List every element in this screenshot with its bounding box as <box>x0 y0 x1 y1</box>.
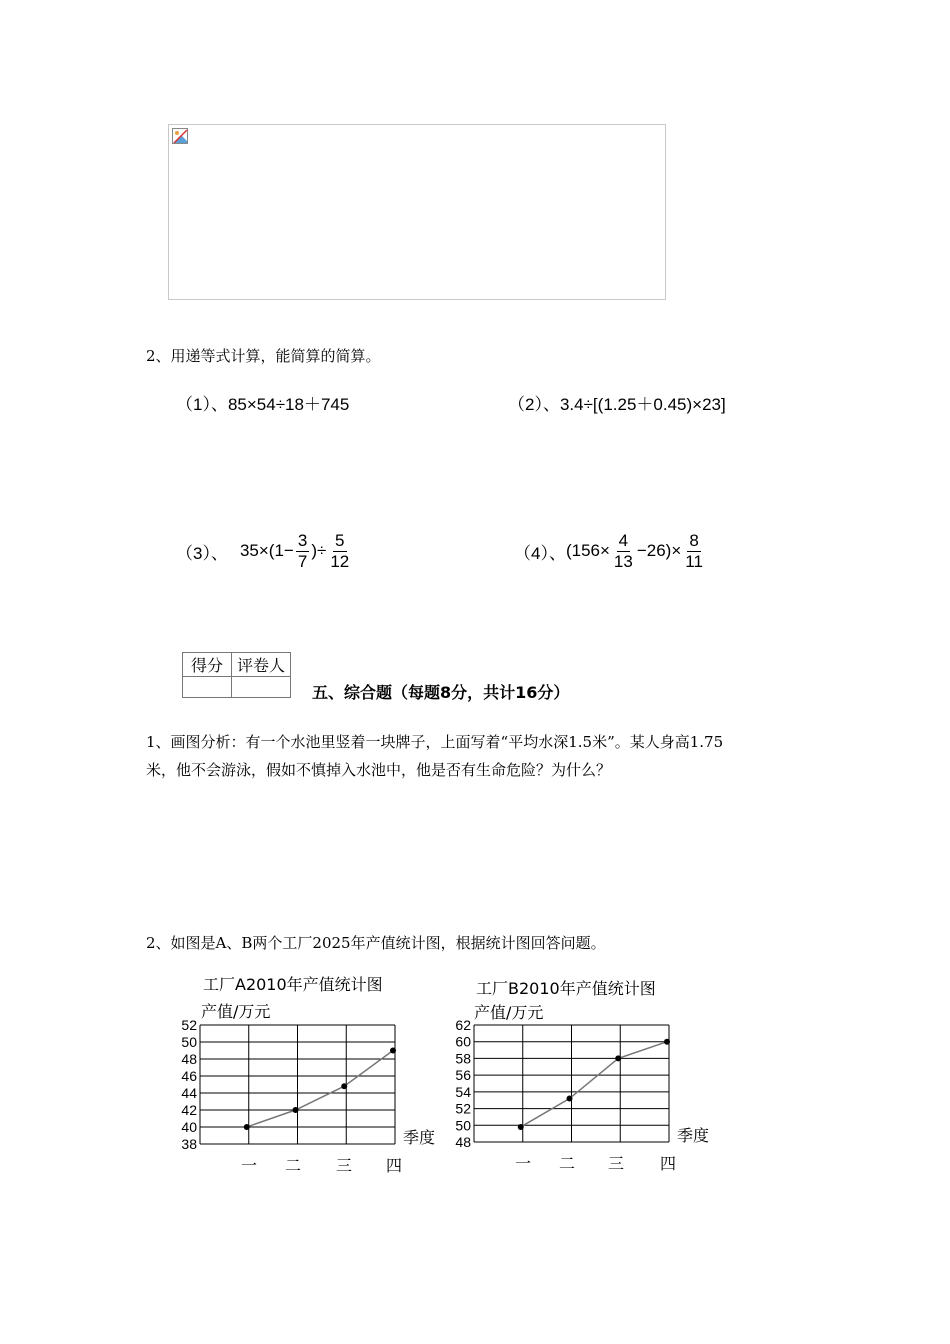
y-tick-label: 60 <box>455 1033 471 1050</box>
x-tick-label: 四 <box>659 1154 677 1173</box>
expression-3-part2: )÷ <box>311 541 327 560</box>
data-point <box>615 1055 621 1061</box>
question-2-heading: 2、用递等式计算，能简算的简算。 <box>146 347 381 365</box>
x-tick-label: 一 <box>240 1156 258 1175</box>
grader-header: 评卷人 <box>232 653 291 677</box>
y-tick-label: 48 <box>455 1134 471 1150</box>
expression-2-label: （2）、 <box>508 394 560 414</box>
y-axis-label: 产值/万元 <box>201 1002 271 1021</box>
expression-3-label: （3）、 <box>176 543 228 563</box>
y-tick-label: 52 <box>181 1017 197 1033</box>
y-tick-label: 48 <box>181 1051 197 1067</box>
x-tick-label: 一 <box>514 1154 532 1173</box>
x-axis-label: 季度 <box>677 1126 710 1145</box>
y-tick-label: 50 <box>455 1117 471 1134</box>
fraction-denominator: 7 <box>297 551 308 571</box>
expression-1-text: 85×54÷18＋745 <box>227 394 350 414</box>
expression-3-part1: 35×(1− <box>239 541 294 560</box>
y-axis-label: 产值/万元 <box>474 1003 544 1022</box>
data-point <box>390 1048 396 1054</box>
y-tick-label: 62 <box>455 1017 471 1033</box>
expression-2-text: 3.4÷[(1.25＋0.45)×23] <box>559 394 726 414</box>
data-point <box>664 1039 670 1045</box>
y-tick-label: 52 <box>455 1100 471 1117</box>
x-tick-label: 四 <box>385 1156 403 1175</box>
data-point <box>244 1124 250 1130</box>
y-tick-label: 54 <box>455 1083 471 1100</box>
chart-factory-b <box>455 979 709 1173</box>
fraction-numerator: 3 <box>297 530 308 550</box>
score-header: 得分 <box>183 653 232 677</box>
x-tick-label: 二 <box>558 1154 576 1173</box>
fraction-numerator: 5 <box>335 530 345 550</box>
y-tick-label: 46 <box>181 1068 197 1084</box>
expression-4-label: （4）、 <box>514 543 566 563</box>
y-tick-label: 44 <box>181 1085 197 1101</box>
x-axis-label: 季度 <box>403 1128 436 1147</box>
data-point <box>518 1124 524 1130</box>
expression-4-part1: (156× <box>565 541 610 560</box>
fraction-denominator: 13 <box>613 551 633 571</box>
y-tick-label: 56 <box>455 1067 471 1084</box>
fraction-denominator: 12 <box>330 551 350 571</box>
expression-4-part2: −26)× <box>636 541 682 560</box>
data-point <box>341 1083 347 1089</box>
data-point <box>293 1107 299 1113</box>
series-line <box>521 1042 667 1127</box>
x-tick-label: 二 <box>284 1156 302 1175</box>
y-tick-label: 40 <box>181 1119 197 1135</box>
series-line <box>247 1051 393 1128</box>
x-tick-label: 三 <box>607 1154 625 1173</box>
chart-factory-a <box>181 975 435 1175</box>
y-tick-label: 42 <box>181 1102 197 1118</box>
expression-1-label: （1）、 <box>176 394 228 414</box>
y-tick-label: 58 <box>455 1050 471 1067</box>
question-2b: 2、如图是A、B两个工厂2025年产值统计图，根据统计图回答问题。 <box>146 934 606 952</box>
y-tick-label: 38 <box>181 1136 197 1152</box>
chart-title: 工厂A2010年产值统计图 <box>203 975 383 994</box>
data-point <box>567 1096 573 1102</box>
fraction-numerator: 4 <box>618 530 629 550</box>
question-1-line-1: 1、画图分析：有一个水池里竖着一块牌子，上面写着“平均水深1.5米”。某人身高1.75 <box>146 733 724 751</box>
question-1-line-2: 米，他不会游泳，假如不慎掉入水池中，他是否有生命危险？为什么？ <box>146 761 612 779</box>
section-title: 五、综合题（每题8分，共计16分） <box>312 683 570 702</box>
y-tick-label: 50 <box>181 1034 197 1050</box>
chart-title: 工厂B2010年产值统计图 <box>476 979 656 998</box>
fraction-denominator: 11 <box>685 551 703 571</box>
x-tick-label: 三 <box>335 1156 353 1175</box>
fraction-numerator: 8 <box>689 530 699 550</box>
